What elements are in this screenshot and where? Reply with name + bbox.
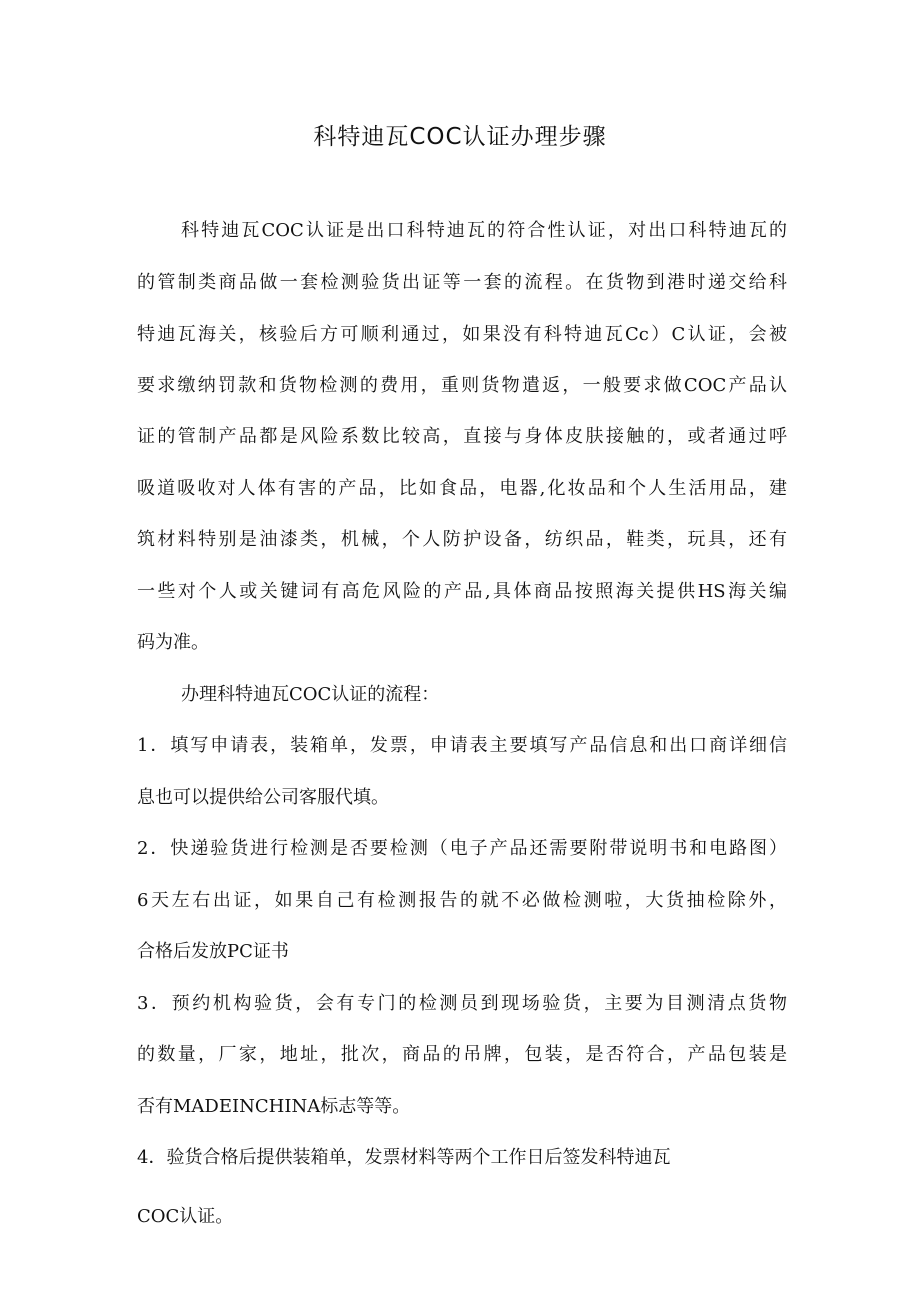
paragraph-line: 吸道吸收对人体有害的产品，比如食品，电器,化妆品和个人生活用品，建 [137,478,787,499]
document-title: 科特迪瓦COC认证办理步骤 [313,124,607,150]
paragraph-line: 筑材料特别是油漆类，机械，个人防护设备，纺织品，鞋类，玩具，还有 [137,529,787,550]
step-line: 2．快递验货进行检测是否要检测（电子产品还需要附带说明书和电路图） [137,838,787,859]
paragraph-line: 特迪瓦海关，核验后方可顺利通过，如果没有科特迪瓦Cc）C认证，会被 [137,324,787,345]
paragraph-line: 一些对个人或关键词有高危风险的产品,具体商品按照海关提供HS海关编 [137,581,787,602]
step-line: 息也可以提供给公司客服代填。 [137,787,389,808]
step-line: 3．预约机构验货，会有专门的检测员到现场验货，主要为目测清点货物 [137,993,787,1014]
step-line: 1．填写申请表，装箱单，发票，申请表主要填写产品信息和出口商详细信 [137,735,787,756]
step-line: 否有MADEINCHINA标志等等。 [137,1096,411,1117]
paragraph-line: 要求缴纳罚款和货物检测的费用，重则货物遣返，一般要求做COC产品认 [137,375,787,396]
paragraph-line: 证的管制产品都是风险系数比较高，直接与身体皮肤接触的，或者通过呼 [137,426,787,447]
process-heading: 办理科特迪瓦COC认证的流程： [181,684,440,705]
paragraph-line: 的管制类商品做一套检测验货出证等一套的流程。在货物到港时递交给科 [137,272,787,293]
step-line: 6天左右出证，如果自己有检测报告的就不必做检测啦，大货抽检除外， [137,890,787,911]
step-line: 合格后发放PC证书 [137,941,289,962]
step-line: 4．验货合格后提供装箱单，发票材料等两个工作日后签发科特迪瓦 [137,1147,671,1168]
paragraph-line: 科特迪瓦COC认证是出口科特迪瓦的符合性认证，对出口科特迪瓦的 [181,220,787,241]
paragraph-line: 码为准。 [137,632,209,653]
step-line: 的数量，厂家，地址，批次，商品的吊牌，包装，是否符合，产品包装是 [137,1044,787,1065]
step-line: COC认证。 [137,1206,234,1227]
